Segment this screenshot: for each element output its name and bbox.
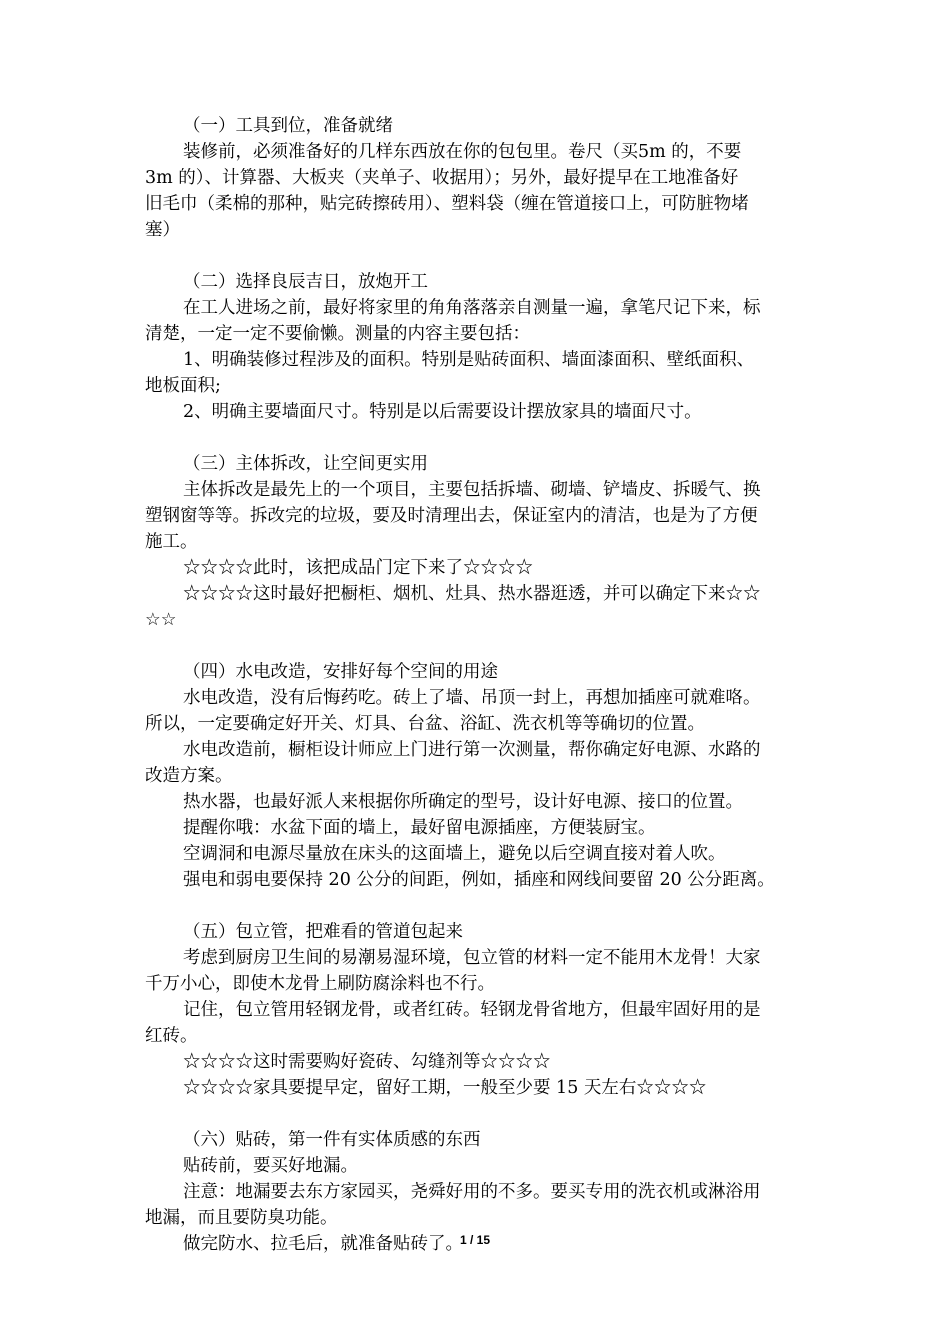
paragraph-line: 空调洞和电源尽量放在床头的这面墙上，避免以后空调直接对着人吹。 <box>183 844 726 864</box>
paragraph-line: 改造方案。 <box>145 766 233 786</box>
paragraph-line: 1、明确装修过程涉及的面积。特别是贴砖面积、墙面漆面积、壁纸面积、 <box>183 350 755 370</box>
section-heading-6: （六）贴砖，第一件有实体质感的东西 <box>183 1130 481 1150</box>
paragraph-line: 水电改造，没有后悔药吃。砖上了墙、吊顶一封上，再想加插座可就难咯。 <box>183 688 761 708</box>
paragraph-line: 地板面积; <box>145 376 221 396</box>
paragraph-line: 2、明确主要墙面尺寸。特别是以后需要设计摆放家具的墙面尺寸。 <box>183 402 702 422</box>
paragraph-line: 做完防水、拉毛后，就准备贴砖了。 <box>183 1234 463 1254</box>
paragraph-line: 红砖。 <box>145 1026 198 1046</box>
star-note-line: ☆☆ <box>145 610 177 630</box>
paragraph-line: 热水器，也最好派人来根据你所确定的型号，设计好电源、接口的位置。 <box>183 792 743 812</box>
paragraph-line: 旧毛巾（柔棉的那种，贴完砖擦砖用）、塑料袋（缠在管道接口上，可防脏物堵 <box>145 194 749 214</box>
star-note-line: ☆☆☆☆这时需要购好瓷砖、勾缝剂等☆☆☆☆ <box>183 1052 551 1072</box>
paragraph-line: 千万小心，即使木龙骨上刷防腐涂料也不行。 <box>145 974 495 994</box>
paragraph-line: 提醒你哦：水盆下面的墙上，最好留电源插座，方便装厨宝。 <box>183 818 656 838</box>
paragraph-line: 3m 的）、计算器、大板夹（夹单子、收据用）；另外，最好提早在工地准备好 <box>145 168 739 188</box>
section-heading-5: （五）包立管，把难看的管道包起来 <box>183 922 463 942</box>
star-note-line: ☆☆☆☆这时最好把橱柜、烟机、灶具、热水器逛透，并可以确定下来☆☆ <box>183 584 761 604</box>
paragraph-line: 地漏，而且要防臭功能。 <box>145 1208 338 1228</box>
paragraph-line: 施工。 <box>145 532 198 552</box>
blank-line <box>145 893 813 919</box>
blank-line <box>145 633 813 659</box>
paragraph-line: 贴砖前，要买好地漏。 <box>183 1156 358 1176</box>
paragraph-line: 塞） <box>145 220 180 240</box>
section-heading-4: （四）水电改造，安排好每个空间的用途 <box>183 662 498 682</box>
paragraph-line: 塑钢窗等等。拆改完的垃圾，要及时清理出去，保证室内的清洁，也是为了方便 <box>145 506 758 526</box>
star-note-line: ☆☆☆☆家具要提早定，留好工期，一般至少要 15 天左右☆☆☆☆ <box>183 1078 707 1098</box>
section-heading-2: （二）选择良辰吉日，放炮开工 <box>183 272 428 292</box>
paragraph-line: 注意：地漏要去东方家园买，尧舜好用的不多。要买专用的洗衣机或淋浴用 <box>183 1182 761 1202</box>
section-heading-1: （一）工具到位，准备就绪 <box>183 116 393 136</box>
paragraph-line: 记住，包立管用轻钢龙骨，或者红砖。轻钢龙骨省地方，但最牢固好用的是 <box>183 1000 761 1020</box>
page-number: 1 / 15 <box>459 1233 491 1247</box>
blank-line <box>145 1101 813 1127</box>
paragraph-line: 强电和弱电要保持 20 公分的间距，例如，插座和网线间要留 20 公分距离。 <box>183 870 775 890</box>
paragraph-line: 所以，一定要确定好开关、灯具、台盆、浴缸、洗衣机等等确切的位置。 <box>145 714 705 734</box>
paragraph-line: 主体拆改是最先上的一个项目，主要包括拆墙、砌墙、铲墙皮、拆暖气、换 <box>183 480 761 500</box>
paragraph-line: 考虑到厨房卫生间的易潮易湿环境，包立管的材料一定不能用木龙骨！大家 <box>183 948 761 968</box>
blank-line <box>145 425 813 451</box>
paragraph-line: 清楚，一定一定不要偷懒。测量的内容主要包括： <box>145 324 530 344</box>
star-note-line: ☆☆☆☆此时，该把成品门定下来了☆☆☆☆ <box>183 558 533 578</box>
document-body <box>145 113 813 1257</box>
paragraph-line: 在工人进场之前，最好将家里的角角落落亲自测量一遍，拿笔尺记下来，标 <box>183 298 761 318</box>
blank-line <box>145 243 813 269</box>
paragraph-line: 水电改造前，橱柜设计师应上门进行第一次测量，帮你确定好电源、水路的 <box>183 740 761 760</box>
paragraph-line: 装修前，必须准备好的几样东西放在你的包包里。卷尺（买5m 的，不要 <box>183 142 742 162</box>
section-heading-3: （三）主体拆改，让空间更实用 <box>183 454 428 474</box>
